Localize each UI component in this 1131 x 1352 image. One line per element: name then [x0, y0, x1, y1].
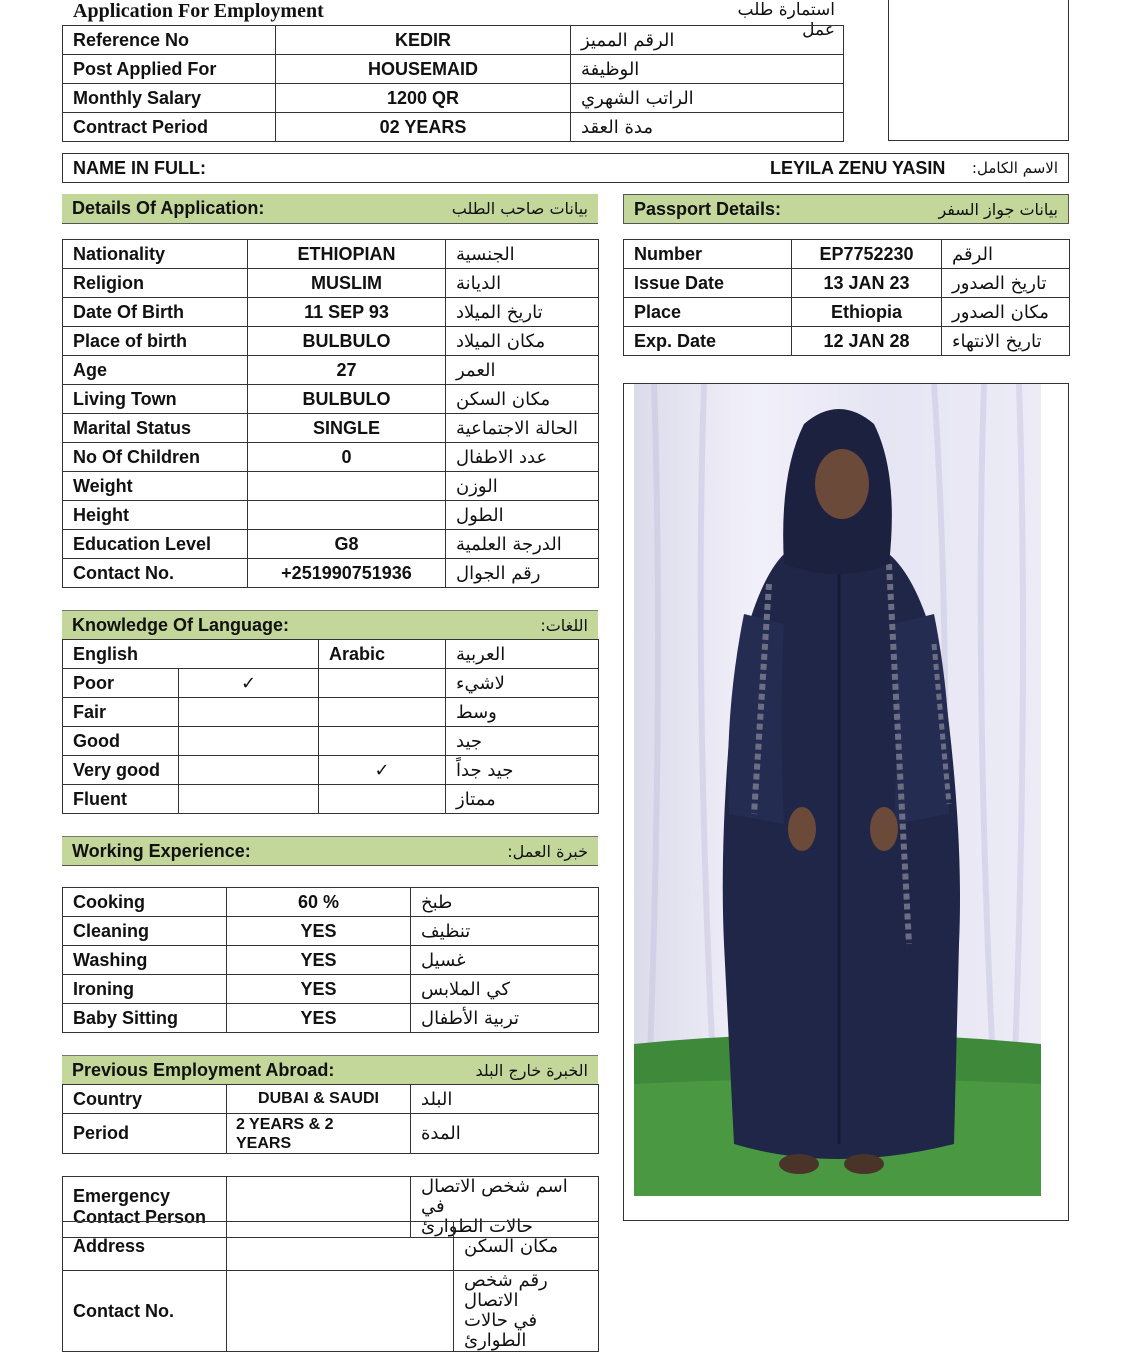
row-value: 60 % — [227, 888, 411, 917]
row-label: Weight — [63, 472, 248, 501]
full-name-value: LEYILA ZENU YASIN — [770, 157, 946, 178]
row-value: BULBULO — [248, 327, 446, 356]
row-label-arabic: مكان الصدور — [942, 298, 1070, 327]
section-title-arabic: بيانات صاحب الطلب — [451, 199, 588, 218]
row-label: No Of Children — [63, 443, 248, 472]
table-row — [63, 698, 599, 727]
table-row — [63, 298, 599, 327]
row-label: Place — [624, 298, 792, 327]
table-row — [63, 1085, 599, 1114]
row-label-arabic: طبخ — [411, 888, 599, 917]
language-level-label-arabic: لاشيء — [446, 669, 599, 698]
row-value: HOUSEMAID — [276, 55, 571, 84]
country-label: Country — [63, 1085, 227, 1114]
row-value: YES — [227, 975, 411, 1004]
arabic-level-mark: ✓ — [319, 756, 446, 785]
country-value: DUBAI & SAUDI — [227, 1085, 411, 1114]
row-label: Post Applied For — [63, 55, 276, 84]
row-label-arabic: غسيل — [411, 946, 599, 975]
table-row — [63, 1004, 599, 1033]
english-level-mark — [179, 727, 319, 756]
language-level-label: Fair — [63, 698, 179, 727]
row-value: EP7752230 — [792, 240, 942, 269]
table-row — [63, 55, 844, 84]
table-row — [63, 240, 599, 269]
row-value — [248, 501, 446, 530]
row-label-arabic: الرقم المميز — [571, 26, 844, 55]
table-row — [63, 501, 599, 530]
row-label-arabic: العمر — [446, 356, 599, 385]
language-level-label: Good — [63, 727, 179, 756]
table-row — [63, 785, 599, 814]
table-row — [63, 917, 599, 946]
table-row — [624, 298, 1070, 327]
table-row — [63, 84, 844, 113]
row-label: Religion — [63, 269, 248, 298]
emergency-contact-label: Contact No. — [63, 1271, 227, 1352]
row-label-arabic: تنظيف — [411, 917, 599, 946]
table-row — [63, 640, 599, 669]
row-label-arabic: الوظيفة — [571, 55, 844, 84]
table-row — [624, 327, 1070, 356]
full-name-label: NAME IN FULL: — [73, 157, 206, 178]
row-value: +251990751936 — [248, 559, 446, 588]
row-label: Age — [63, 356, 248, 385]
period-value-line: YEARS — [236, 1134, 292, 1152]
row-label: Contract Period — [63, 113, 276, 142]
row-label: Baby Sitting — [63, 1004, 227, 1033]
row-label-arabic: الراتب الشهري — [571, 84, 844, 113]
row-label: Living Town — [63, 385, 248, 414]
previous-employment-section-header — [62, 1055, 598, 1085]
language-table — [62, 639, 599, 814]
applicant-photo — [634, 384, 1041, 1196]
language-level-label: Poor — [63, 669, 179, 698]
table-row — [63, 559, 599, 588]
full-name-label-arabic: الاسم الكامل: — [971, 159, 1058, 177]
row-label: Date Of Birth — [63, 298, 248, 327]
section-title: Working Experience: — [72, 840, 251, 861]
emergency-address-table — [62, 1221, 599, 1352]
table-row — [63, 946, 599, 975]
language-arabic-header-arabic: العربية — [446, 640, 599, 669]
language-english-header: English — [63, 640, 319, 669]
table-row — [63, 385, 599, 414]
application-section-header — [62, 194, 598, 224]
section-title-arabic: بيانات جواز السفر — [938, 199, 1058, 219]
english-level-mark — [179, 756, 319, 785]
row-label-arabic: تاريخ الميلاد — [446, 298, 599, 327]
form-title: Application For Employment — [73, 0, 324, 22]
row-label-arabic: الحالة الاجتماعية — [446, 414, 599, 443]
previous-employment-table — [62, 1084, 599, 1154]
table-row — [63, 727, 599, 756]
english-level-mark — [179, 785, 319, 814]
arabic-level-mark — [319, 785, 446, 814]
emergency-person-label-arabic-line: اسم شخص الاتصال في — [421, 1176, 568, 1217]
english-level-mark: ✓ — [179, 669, 319, 698]
row-label-arabic: الرقم — [942, 240, 1070, 269]
table-row — [63, 888, 599, 917]
table-row — [63, 530, 599, 559]
row-label: Nationality — [63, 240, 248, 269]
emergency-person-label-line: Contact Person — [73, 1207, 207, 1227]
row-value: 12 JAN 28 — [792, 327, 942, 356]
section-title: Details Of Application: — [72, 198, 265, 218]
row-label: Ironing — [63, 975, 227, 1004]
row-value: SINGLE — [248, 414, 446, 443]
row-label: Cooking — [63, 888, 227, 917]
header-table — [62, 25, 844, 142]
row-label: Issue Date — [624, 269, 792, 298]
emergency-contact-value — [227, 1271, 454, 1352]
applicant-photo-illustration — [634, 384, 1041, 1196]
table-row — [63, 269, 599, 298]
row-value: YES — [227, 946, 411, 975]
table-row — [63, 113, 844, 142]
language-section-header — [62, 610, 598, 640]
arabic-level-mark — [319, 698, 446, 727]
row-label: Cleaning — [63, 917, 227, 946]
table-row — [63, 756, 599, 785]
table-row — [63, 1114, 599, 1154]
section-title-arabic: اللغات: — [540, 615, 588, 635]
row-label: Place of birth — [63, 327, 248, 356]
row-value: BULBULO — [248, 385, 446, 414]
experience-table — [62, 887, 599, 1033]
language-level-label-arabic: جيد — [446, 727, 599, 756]
row-value: 11 SEP 93 — [248, 298, 446, 327]
emergency-contact-label-arabic-line: في حالات الطوارئ — [464, 1310, 538, 1351]
row-label-arabic: عدد الاطفال — [446, 443, 599, 472]
table-row — [63, 1271, 599, 1352]
application-details-table — [62, 239, 599, 588]
row-value: 02 YEARS — [276, 113, 571, 142]
row-label: Washing — [63, 946, 227, 975]
row-label: Reference No — [63, 26, 276, 55]
row-value: KEDIR — [276, 26, 571, 55]
english-level-mark — [179, 698, 319, 727]
row-value: ETHIOPIAN — [248, 240, 446, 269]
section-title: Knowledge Of Language: — [72, 614, 290, 635]
row-label: Contact No. — [63, 559, 248, 588]
address-label: Address — [63, 1222, 227, 1271]
row-value: YES — [227, 917, 411, 946]
row-label: Number — [624, 240, 792, 269]
period-value — [227, 1114, 411, 1154]
address-value — [227, 1222, 454, 1271]
table-row — [63, 975, 599, 1004]
row-label-arabic: الجنسية — [446, 240, 599, 269]
row-label-arabic: الوزن — [446, 472, 599, 501]
row-value: 1200 QR — [276, 84, 571, 113]
section-title: Passport Details: — [634, 198, 782, 219]
section-title-arabic: خبرة العمل: — [507, 841, 588, 861]
row-label: Monthly Salary — [63, 84, 276, 113]
period-label: Period — [63, 1114, 227, 1154]
row-value: MUSLIM — [248, 269, 446, 298]
emergency-contact-label-arabic-line: رقم شخص الاتصال — [464, 1270, 548, 1311]
row-label-arabic: تربية الأطفال — [411, 1004, 599, 1033]
row-label-arabic: تاريخ الانتهاء — [942, 327, 1070, 356]
row-label-arabic: تاريخ الصدور — [942, 269, 1070, 298]
period-value-line: 2 YEARS & 2 — [236, 1115, 334, 1133]
experience-section-header — [62, 836, 598, 866]
language-level-label-arabic: وسط — [446, 698, 599, 727]
table-row — [63, 414, 599, 443]
address-label-arabic: مكان السكن — [454, 1222, 599, 1271]
section-title: Previous Employment Abroad: — [72, 1059, 335, 1080]
table-row — [63, 327, 599, 356]
row-label: Height — [63, 501, 248, 530]
table-row — [63, 26, 844, 55]
row-label-arabic: الطول — [446, 501, 599, 530]
section-title-arabic: الخبرة خارج البلد — [475, 1060, 588, 1080]
row-label-arabic: مكان الميلاد — [446, 327, 599, 356]
form-title-arabic: استمارة طلب عمل — [737, 0, 835, 40]
language-level-label: Very good — [63, 756, 179, 785]
row-value: Ethiopia — [792, 298, 942, 327]
header-photo-box — [888, 0, 1069, 141]
period-label-arabic: المدة — [411, 1114, 599, 1154]
table-row — [624, 269, 1070, 298]
table-row — [63, 443, 599, 472]
row-label-arabic: الدرجة العلمية — [446, 530, 599, 559]
arabic-level-mark — [319, 669, 446, 698]
table-row — [63, 356, 599, 385]
row-label-arabic: مكان السكن — [446, 385, 599, 414]
row-label: Education Level — [63, 530, 248, 559]
row-label-arabic: الديانة — [446, 269, 599, 298]
row-label-arabic: رقم الجوال — [446, 559, 599, 588]
arabic-level-mark — [319, 727, 446, 756]
full-name-row — [62, 153, 1069, 183]
table-row — [63, 472, 599, 501]
passport-details-table — [623, 239, 1070, 356]
row-label-arabic: كي الملابس — [411, 975, 599, 1004]
emergency-person-label-arabic-line: حالات الطوارئ — [421, 1216, 533, 1237]
emergency-person-label-line: Emergency — [73, 1186, 171, 1206]
country-label-arabic: البلد — [411, 1085, 599, 1114]
language-arabic-header: Arabic — [319, 640, 446, 669]
row-value: YES — [227, 1004, 411, 1033]
row-value: 13 JAN 23 — [792, 269, 942, 298]
row-value: 0 — [248, 443, 446, 472]
row-value — [248, 472, 446, 501]
table-row — [624, 240, 1070, 269]
language-level-label-arabic: ممتاز — [446, 785, 599, 814]
emergency-contact-label-arabic — [454, 1271, 599, 1352]
row-value: G8 — [248, 530, 446, 559]
row-value: 27 — [248, 356, 446, 385]
row-label: Marital Status — [63, 414, 248, 443]
table-row — [63, 669, 599, 698]
language-level-label-arabic: جيد جداً — [446, 756, 599, 785]
row-label-arabic: مدة العقد — [571, 113, 844, 142]
table-row — [63, 1222, 599, 1271]
language-level-label: Fluent — [63, 785, 179, 814]
row-label: Exp. Date — [624, 327, 792, 356]
passport-section-header — [623, 194, 1069, 224]
